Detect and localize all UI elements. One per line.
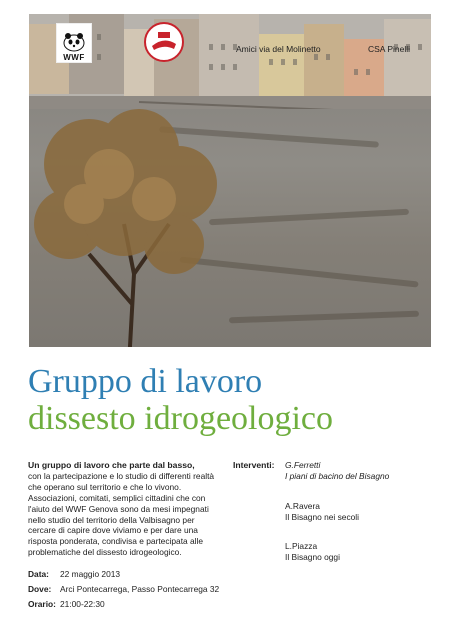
water-streak (229, 311, 419, 324)
page-title-line1: Gruppo di lavoro (28, 363, 263, 400)
intro-line: nello studio del territorio della Valbisagno per (28, 514, 195, 525)
intro-line: cercare di capire dove viviamo e per dare una (28, 525, 198, 536)
date-row (28, 569, 120, 580)
wwf-logo (56, 23, 92, 63)
intro-paragraph (28, 460, 228, 558)
flood-photo (29, 14, 431, 347)
red-seal-logo (144, 22, 184, 62)
tree-image (29, 104, 234, 347)
intro-line: che operano sul territorio e che lo vivono. (28, 481, 182, 492)
date-value: 22 maggio 2013 (60, 569, 121, 579)
wwf-logo-text: WWF (63, 53, 85, 62)
association-name-pinelli: CSA Pinelli (368, 44, 411, 54)
panda-icon (61, 30, 87, 52)
speaker-name: L.Piazza (285, 541, 318, 551)
intro-lead: Un gruppo di lavoro che parte dal basso, (28, 460, 195, 470)
intro-line: con la partecipazione e lo studio di differenti realtà (28, 470, 215, 481)
association-name-molinetto: Amici via del Molinetto (236, 44, 321, 54)
intro-line: Associazioni, comitati, semplici cittadini che con (28, 492, 206, 503)
speaker-item (285, 501, 359, 523)
place-row (28, 584, 219, 595)
interventi-label: Interventi: (233, 460, 275, 470)
speaker-name: G.Ferretti (285, 460, 321, 470)
time-value: 21:00-22:30 (60, 599, 105, 609)
speaker-topic: Il Bisagno oggi (285, 552, 340, 562)
time-row (28, 599, 105, 610)
page-title-line2: dissesto idrogeologico (28, 400, 334, 437)
time-label: Orario: (28, 599, 56, 609)
place-label: Dove: (28, 584, 52, 594)
date-label: Data: (28, 569, 49, 579)
intro-line: risposta ponderata, condivisa e partecipata alle (28, 536, 204, 547)
speaker-item (285, 460, 389, 482)
place-value: Arci Pontecarrega, Passo Pontecarrega 32 (60, 584, 220, 594)
speaker-name: A.Ravera (285, 501, 320, 511)
speaker-topic: Il Bisagno nei secoli (285, 512, 360, 522)
intro-line: l'aiuto del WWF Genova sono da mesi impegnati (28, 503, 209, 514)
speaker-item (285, 541, 340, 563)
speaker-topic: I piani di bacino del Bisagno (285, 471, 390, 481)
intro-line: problematiche del dissesto idrogeologico. (28, 547, 182, 558)
water-streak (209, 209, 409, 225)
